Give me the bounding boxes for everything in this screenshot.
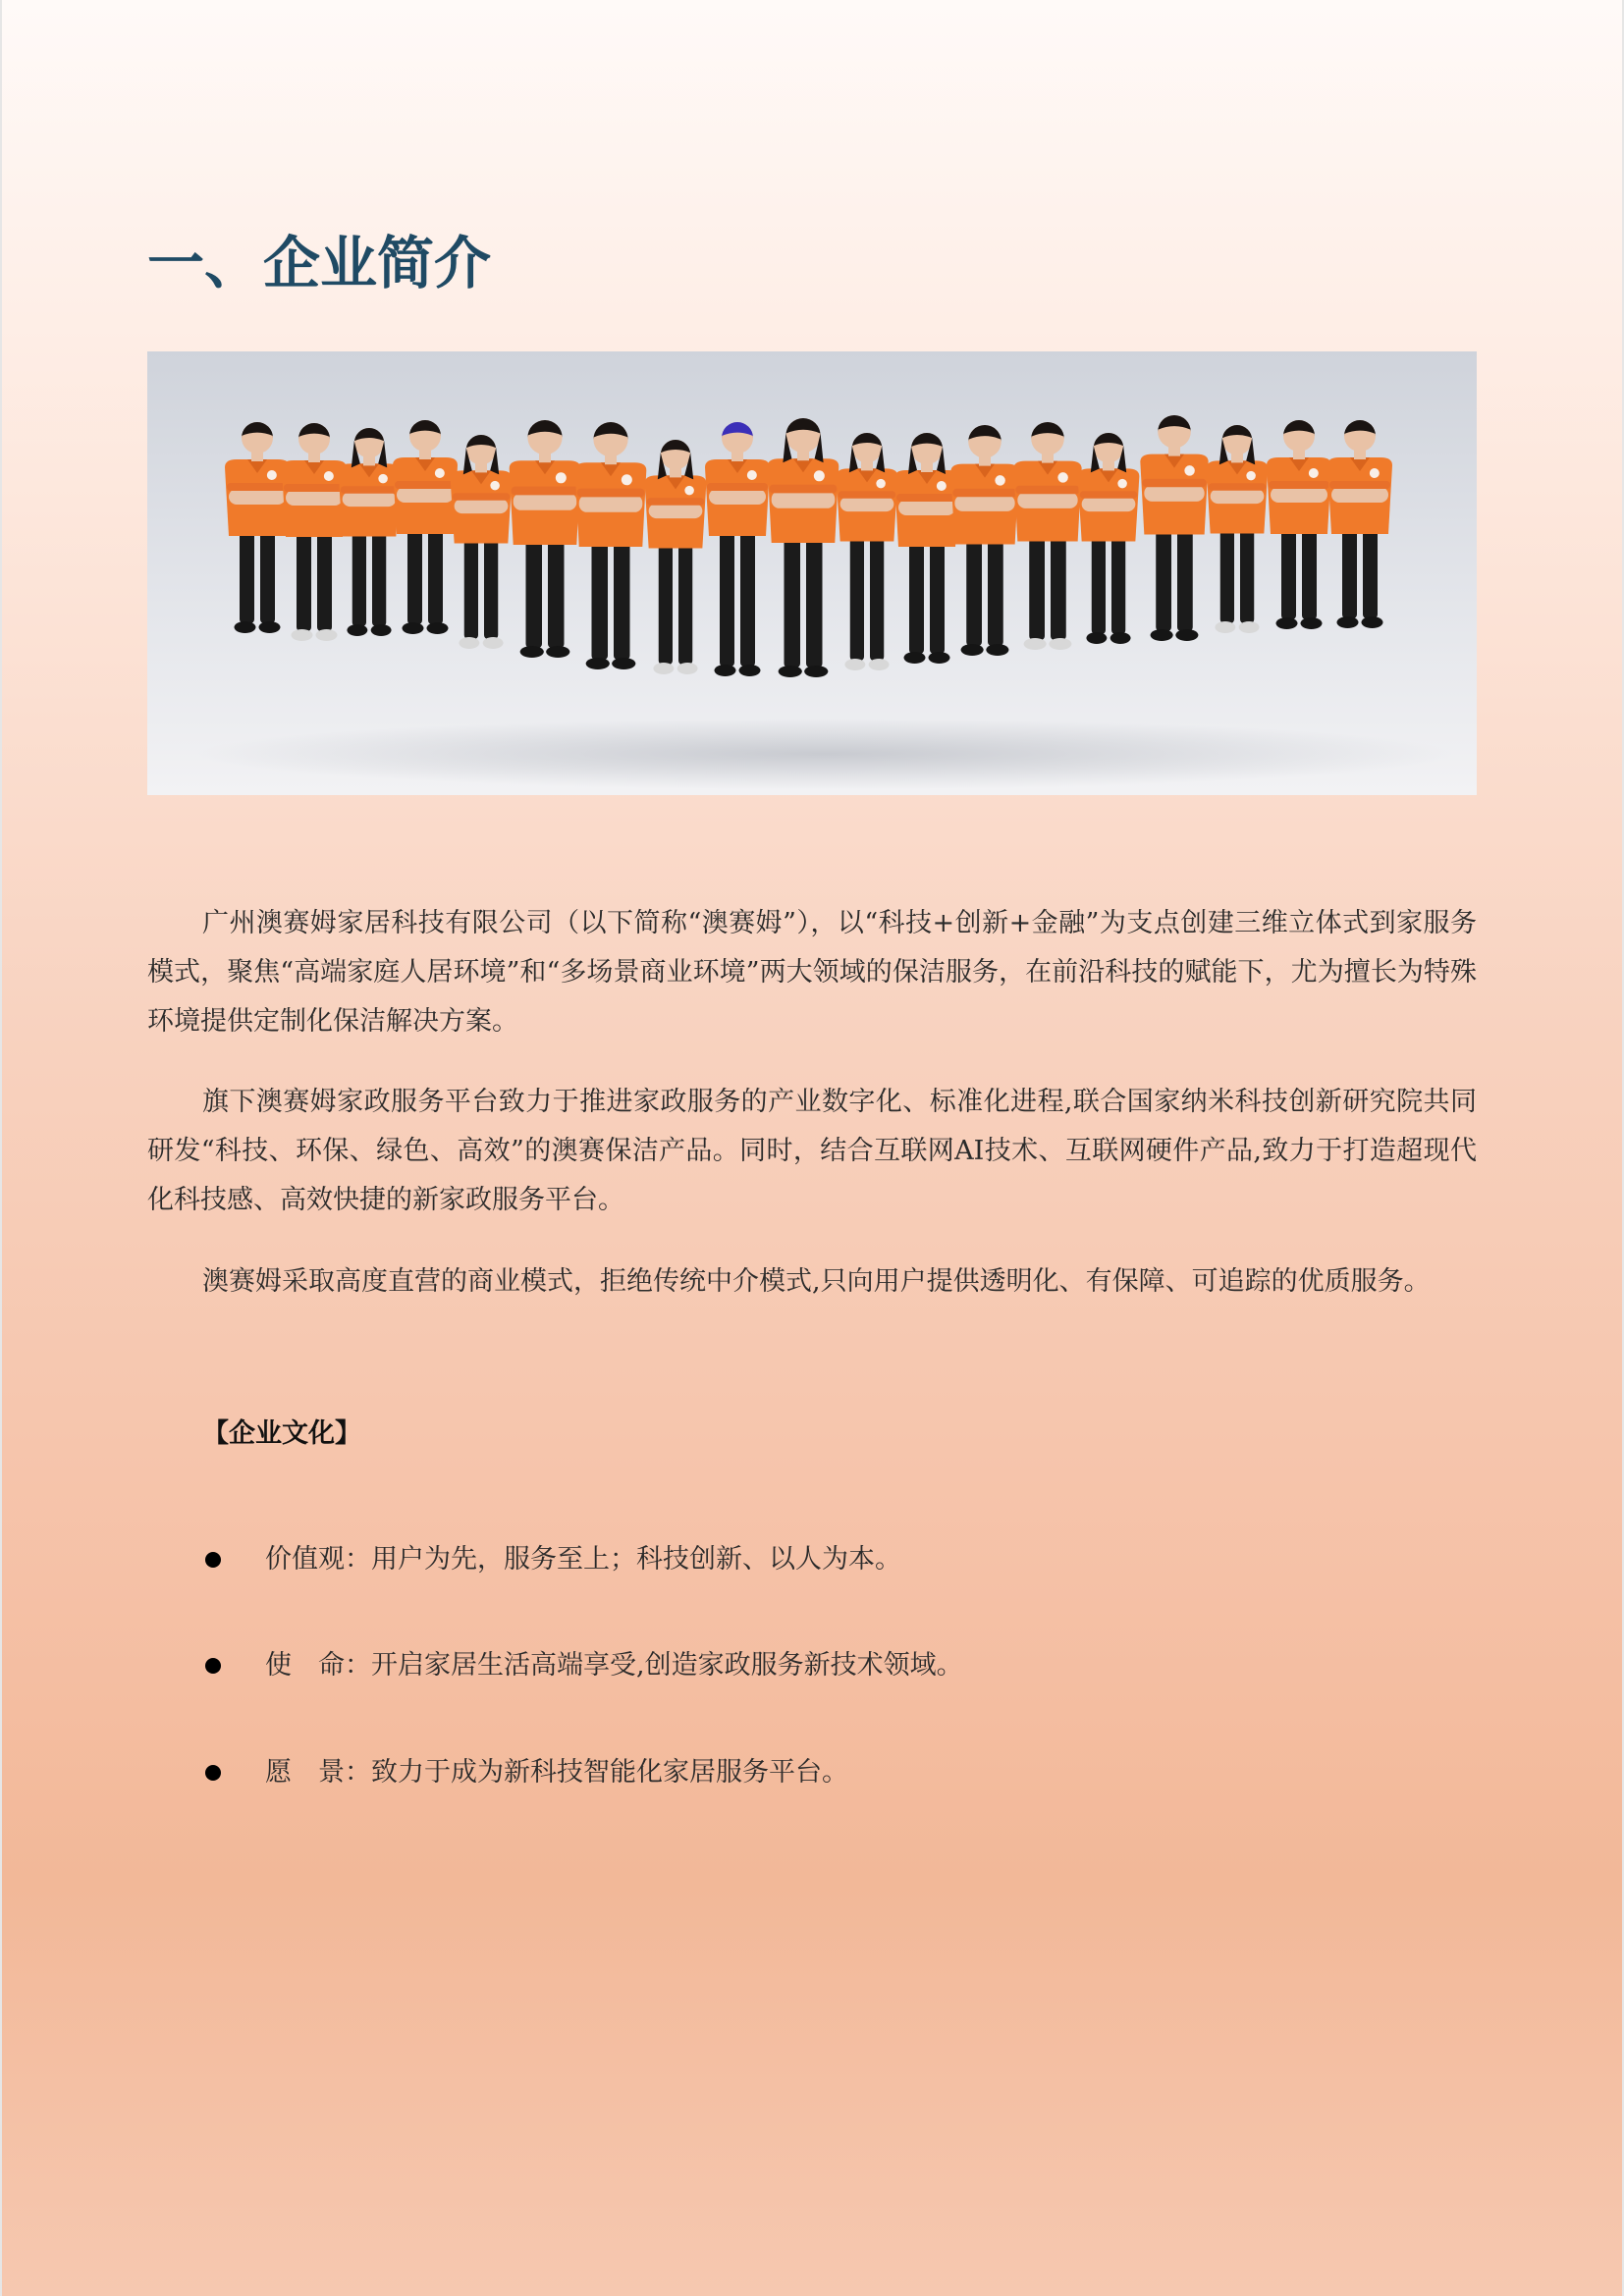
bullet-icon [205,1658,221,1674]
team-member-arms [343,492,397,507]
bullet-icon [205,1552,221,1568]
team-member-sleeves [707,483,768,491]
team-member-shoe [1276,617,1298,629]
team-member-sleeves [577,489,645,498]
team-member-leg [1156,531,1171,632]
team-member-shoe [804,666,828,677]
team-member-shoe [1239,621,1260,633]
team-member-badge [324,471,334,481]
team-member-sleeves [284,484,345,492]
team-member-shoe [1049,638,1071,650]
team-member-badge [267,470,277,480]
team-member-leg [870,538,884,662]
team-member-shoe [347,624,367,636]
culture-item-label: 使 命：开启家居生活高端享受,创造家政服务新技术领域。 [265,1650,963,1681]
team-member-arms [514,493,577,510]
team-member-leg [1220,530,1234,624]
team-member-leg [1281,530,1296,619]
floor-shadow [196,719,1453,789]
team-member-shoe [403,622,424,634]
culture-item-mission [202,1641,1380,1690]
team-member-leg [1177,531,1193,632]
team-member-shoe [1151,629,1173,641]
team-member-shoe [235,621,256,633]
team-member-shoe [546,646,569,658]
team-member-badge [490,481,500,491]
team-member-badge [1117,479,1127,489]
team-member-shoe [371,624,392,636]
team-member-sleeves [1209,483,1267,491]
team-member-leg [407,530,422,624]
team-member-shoe [1337,616,1359,628]
team-member-arms [709,489,766,505]
section-number: 一、 [147,230,262,296]
team-member-badge [937,481,947,491]
team-member-shoe [779,666,802,677]
team-member-leg [614,543,630,660]
team-member-leg [1092,538,1106,635]
team-member-sleeves [395,481,456,489]
team-member-leg [1240,530,1254,624]
team-member-arms [286,490,343,506]
team-member-leg [966,541,982,647]
team-member-shoe [316,629,338,641]
intro-paragraph-1: 广州澳赛姆家居科技有限公司（以下简称“澳赛姆”），以“科技+创新+金融”为支点创建三维立体式到家服务模式，聚焦“高端家庭人居环境”和“多场景商业环境”两大领域的保洁服务，在前沿科技的赋能下，尤为擅长为特殊环境提供定制化保洁解决方案。 [147,908,1477,1037]
team-member-shoe [986,644,1008,656]
team-member-badge [1246,471,1256,481]
team-member-leg [1111,538,1125,635]
team-member-leg [428,530,443,624]
team-member-badge [1370,468,1380,478]
intro-paragraph-2: 旗下澳赛姆家政服务平台致力于推进家政服务的产业数字化、标准化进程,联合国家纳米科技创新研究院共同研发“科技、环保、绿色、高效”的澳赛保洁产品。同时，结合互联网AI技术、互联网硬件产品,致力于打造超现代化科技感、高效快捷的新家政服务平台。 [147,1087,1477,1215]
team-member-leg [260,532,275,623]
culture-item-label: 愿 景：致力于成为新科技智能化家居服务平台。 [265,1757,848,1788]
team-member-sleeves [647,498,705,506]
team-member-sleeves [1269,481,1329,489]
team-member-sleeves [1015,486,1079,494]
team-member-arms [772,491,836,508]
team-member-sleeves [770,485,838,494]
team-member-leg [1029,538,1045,641]
team-member-leg [659,545,673,666]
team-member-arms [397,487,454,503]
team-member-leg [720,532,734,667]
team-member-leg [372,533,386,627]
team-member-shoe [677,663,698,674]
team-member-shoe [459,637,479,649]
team-member-badge [684,486,694,496]
team-member-shoe [904,652,926,664]
team-member-shoe [1215,621,1235,633]
bullet-icon [205,1765,221,1781]
team-member-shoe [427,622,449,634]
team-member-leg [1051,538,1066,641]
team-member-arms [1211,489,1265,504]
team-member-arms [229,489,286,505]
team-member-arms [579,495,643,512]
team-member-shoe [715,665,736,676]
team-member-arms [649,504,703,518]
team-member-badge [556,472,567,483]
team-member-shoe [869,659,890,670]
team-member-sleeves [227,483,288,491]
team-member-badge [995,475,1005,486]
team-member-leg [297,533,311,631]
team-member-leg [785,539,801,667]
team-member-shoe [1110,632,1131,644]
team-member-leg [850,538,864,662]
team-member-shoe [653,663,674,674]
team-member-leg [1363,530,1378,618]
team-member-badge [1057,472,1068,483]
team-member-leg [740,532,755,667]
culture-item-label: 价值观：用户为先，服务至上；科技创新、以人为本。 [265,1544,901,1575]
team-member-shoe [739,665,761,676]
team-member-arms [1082,497,1136,511]
culture-heading: 【企业文化】 [202,1418,361,1449]
team-member-shoe [1175,629,1198,641]
team-member-leg [317,533,332,631]
team-member-arms [898,500,955,515]
team-member-leg [678,545,692,666]
team-member-shoe [1301,617,1323,629]
team-member-sleeves [1080,491,1138,499]
team-member-shoe [520,646,544,658]
team-member-badge [1184,465,1195,476]
section-title: 企业简介 [263,230,492,296]
team-member-leg [592,543,609,660]
team-member-sleeves [1329,481,1390,489]
team-member-leg [930,543,945,654]
team-member-shoe [586,658,610,669]
team-member-leg [1342,530,1357,618]
team-member-shoe [961,644,984,656]
team-member-leg [526,541,543,648]
team-member-badge [378,474,388,484]
team-member-sleeves [1142,479,1206,487]
team-member-shoe [612,658,635,669]
team-member-sleeves [512,487,579,496]
team-member-shoe [483,637,504,649]
team-member-arms [1271,487,1327,503]
team-member-shoe [259,621,281,633]
team-member-leg [909,543,924,654]
team-member-badge [1309,468,1319,478]
team-member-sleeves [341,486,399,494]
team-member-arms [1144,485,1204,502]
team-member-shoe [1362,616,1383,628]
team-member-leg [352,533,366,627]
team-photo [147,351,1477,795]
team-member-badge [622,474,632,485]
team-member-shoe [1086,632,1107,644]
team-member-shoe [292,629,313,641]
team-member-arms [954,495,1014,511]
team-member-badge [814,470,825,481]
team-member-leg [1302,530,1317,619]
team-member-arms [1017,492,1077,508]
team-member-leg [464,540,478,640]
team-member-sleeves [453,493,511,501]
team-photo-illustration [147,351,1477,795]
team-member-leg [548,541,565,648]
team-member-shoe [1024,638,1047,650]
team-member-badge [747,470,757,480]
team-member-sleeves [952,489,1016,497]
team-member-leg [988,541,1003,647]
culture-item-values [202,1535,1380,1584]
team-member-sleeves [839,491,896,499]
section-heading [147,224,491,302]
team-member-sleeves [896,494,957,502]
team-member-leg [240,532,254,623]
culture-item-vision [202,1748,1380,1797]
team-member-arms [840,497,894,511]
team-member-shoe [844,659,865,670]
team-member-badge [435,468,445,478]
team-member-shoe [929,652,950,664]
team-member-leg [806,539,823,667]
team-member-badge [876,479,886,489]
team-member-leg [484,540,498,640]
intro-paragraph-3: 澳赛姆采取高度直营的商业模式，拒绝传统中介模式,只向用户提供透明化、有保障、可追踪的优质服务。 [202,1266,1431,1297]
team-member-arms [1331,487,1388,503]
team-member-arms [455,499,509,513]
